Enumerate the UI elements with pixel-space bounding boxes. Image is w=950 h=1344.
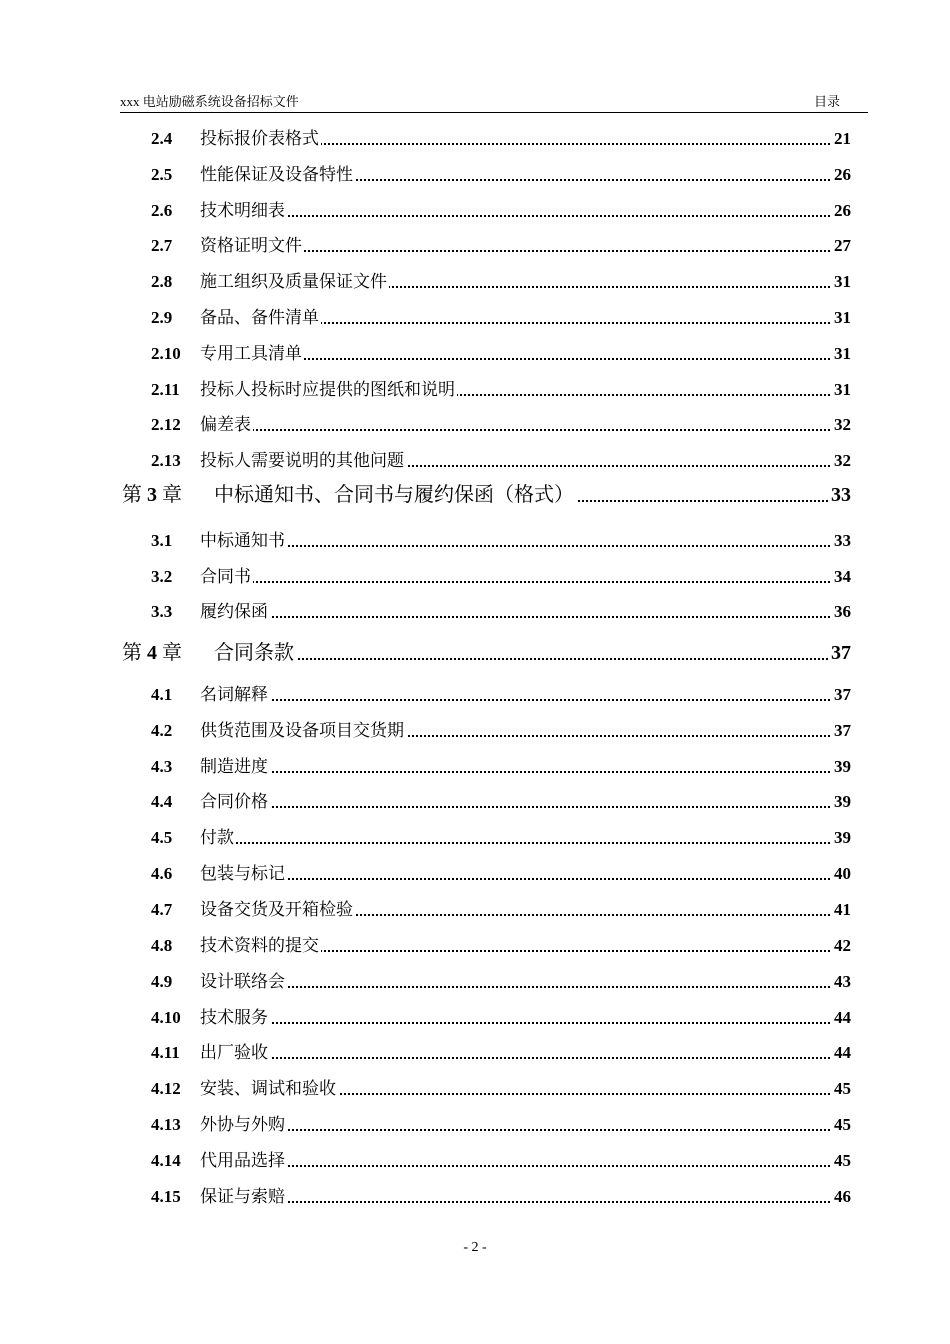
chapter-suffix: 章 xyxy=(162,484,182,506)
toc-page-number: 26 xyxy=(834,165,851,184)
toc-title: 外协与外购 xyxy=(200,1110,287,1135)
chapter-suffix: 章 xyxy=(162,642,182,664)
toc-leader-dots xyxy=(200,1165,830,1167)
toc-page-number: 33 xyxy=(831,484,851,506)
toc-title: 技术服务 xyxy=(200,1003,270,1028)
chapter-prefix: 第 xyxy=(122,642,142,664)
toc-title: 包装与标记 xyxy=(200,859,287,884)
toc-leader-dots xyxy=(200,429,830,431)
toc-page-number: 31 xyxy=(834,308,851,327)
toc-page-number: 42 xyxy=(834,936,851,955)
toc-number: 4.7 xyxy=(151,900,173,919)
toc-title: 资格证明文件 xyxy=(200,231,304,256)
toc-title: 供货范围及设备项目交货期 xyxy=(200,716,406,741)
toc-title: 专用工具清单 xyxy=(200,339,304,364)
toc-number: 2.5 xyxy=(151,165,173,184)
toc-section-row[interactable] xyxy=(0,598,950,626)
toc-number: 2.13 xyxy=(151,451,181,470)
toc-title: 投标人需要说明的其他问题 xyxy=(200,446,406,471)
toc-page-number: 44 xyxy=(834,1043,851,1062)
toc-leader-dots xyxy=(200,616,830,618)
toc-title: 设备交货及开箱检验 xyxy=(200,895,355,920)
toc-leader-dots xyxy=(200,1022,830,1024)
toc-section-row[interactable] xyxy=(0,1147,950,1175)
toc-page-number: 39 xyxy=(834,792,851,811)
toc-page-number: 39 xyxy=(834,757,851,776)
toc-leader-dots xyxy=(200,806,830,808)
toc-section-row[interactable] xyxy=(0,681,950,709)
toc-chapter-row[interactable] xyxy=(0,483,950,511)
toc-title: 投标人投标时应提供的图纸和说明 xyxy=(200,375,457,400)
toc-page-number: 40 xyxy=(834,864,851,883)
toc-title: 名词解释 xyxy=(200,680,270,705)
toc-title: 设计联络会 xyxy=(200,967,287,992)
toc-number: 3.3 xyxy=(151,602,173,621)
toc-number: 4.3 xyxy=(151,757,173,776)
toc-title: 保证与索赔 xyxy=(200,1182,287,1207)
toc-leader-dots xyxy=(214,658,828,660)
toc-title: 安装、调试和验收 xyxy=(200,1074,338,1099)
toc-page-number: 39 xyxy=(834,828,851,847)
toc-leader-dots xyxy=(200,1201,830,1203)
toc-page-number: 31 xyxy=(834,272,851,291)
toc-page-number: 36 xyxy=(834,602,851,621)
page-header xyxy=(120,92,868,113)
toc-title: 技术资料的提交 xyxy=(200,931,321,956)
toc-section-row[interactable] xyxy=(0,563,950,591)
toc-leader-dots xyxy=(200,842,830,844)
toc-section-row[interactable] xyxy=(0,968,950,996)
toc-page-number: 33 xyxy=(834,531,851,550)
toc-page-number: 41 xyxy=(834,900,851,919)
toc-section-row[interactable] xyxy=(0,376,950,404)
toc-leader-dots xyxy=(200,771,830,773)
toc-section-row[interactable] xyxy=(0,161,950,189)
toc-section-row[interactable] xyxy=(0,1004,950,1032)
page-number: - 2 - xyxy=(463,1240,487,1255)
toc-title: 中标通知书、合同书与履约保函（格式） xyxy=(214,478,576,507)
toc-page-number: 31 xyxy=(834,380,851,399)
toc-leader-dots xyxy=(200,1129,830,1131)
toc-page-number: 32 xyxy=(834,451,851,470)
toc-section-row[interactable] xyxy=(0,125,950,153)
toc-title: 性能保证及设备特性 xyxy=(200,160,355,185)
toc-leader-dots xyxy=(200,878,830,880)
toc-number: 4.10 xyxy=(151,1008,181,1027)
toc-number: 4.15 xyxy=(151,1187,181,1206)
toc-number: 4.6 xyxy=(151,864,173,883)
toc-title: 代用品选择 xyxy=(200,1146,287,1171)
toc-number: 4.9 xyxy=(151,972,173,991)
toc-number: 4.5 xyxy=(151,828,173,847)
document-title: xxx 电站励磁系统设备招标文件 xyxy=(120,94,299,109)
toc-title: 制造进度 xyxy=(200,752,270,777)
toc-number: 4.8 xyxy=(151,936,173,955)
toc-leader-dots xyxy=(200,1057,830,1059)
toc-number: 4.2 xyxy=(151,721,173,740)
toc-section-row[interactable] xyxy=(0,1039,950,1067)
toc-page-number: 46 xyxy=(834,1187,851,1206)
toc-number: 4.11 xyxy=(151,1043,180,1062)
toc-title: 偏差表 xyxy=(200,410,253,435)
toc-number: 4.14 xyxy=(151,1151,181,1170)
toc-title: 付款 xyxy=(200,823,236,848)
toc-chapter-row[interactable] xyxy=(0,641,950,669)
toc-leader-dots xyxy=(200,215,830,217)
toc-page-number: 26 xyxy=(834,201,851,220)
toc-number xyxy=(122,478,182,507)
toc-title: 备品、备件清单 xyxy=(200,303,321,328)
toc-number xyxy=(122,636,182,665)
toc-title: 中标通知书 xyxy=(200,526,287,551)
toc-number: 2.11 xyxy=(151,380,180,399)
toc-section-row[interactable] xyxy=(0,447,950,475)
toc-number: 2.8 xyxy=(151,272,173,291)
toc-page-number: 34 xyxy=(834,567,851,586)
toc-number: 2.6 xyxy=(151,201,173,220)
toc-section-row[interactable] xyxy=(0,268,950,296)
chapter-prefix: 第 xyxy=(122,484,142,506)
toc-section-row[interactable] xyxy=(0,527,950,555)
toc-number: 3.1 xyxy=(151,531,173,550)
toc-section-row[interactable] xyxy=(0,340,950,368)
section-label: 目录 xyxy=(813,94,840,109)
toc-number: 3.2 xyxy=(151,567,173,586)
toc-section-row[interactable] xyxy=(0,717,950,745)
toc-section-row[interactable] xyxy=(0,896,950,924)
toc-number: 2.10 xyxy=(151,344,181,363)
toc-number: 4.13 xyxy=(151,1115,181,1134)
toc-page-number: 45 xyxy=(834,1079,851,1098)
chapter-number: 4 xyxy=(147,642,157,664)
toc-title: 投标报价表格式 xyxy=(200,124,321,149)
toc-number: 4.4 xyxy=(151,792,173,811)
toc-number: 2.7 xyxy=(151,236,173,255)
toc-page-number: 21 xyxy=(834,129,851,148)
toc-number: 2.4 xyxy=(151,129,173,148)
toc-page-number: 27 xyxy=(834,236,851,255)
toc-section-row[interactable] xyxy=(0,411,950,439)
toc-leader-dots xyxy=(200,545,830,547)
toc-title: 合同价格 xyxy=(200,787,270,812)
toc-section-row[interactable] xyxy=(0,197,950,225)
toc-section-row[interactable] xyxy=(0,1075,950,1103)
toc-leader-dots xyxy=(200,699,830,701)
toc-section-row[interactable] xyxy=(0,304,950,332)
toc-leader-dots xyxy=(200,986,830,988)
toc-page-number: 37 xyxy=(834,685,851,704)
toc-title: 合同条款 xyxy=(214,636,296,665)
toc-title: 施工组织及质量保证文件 xyxy=(200,267,389,292)
toc-number: 4.12 xyxy=(151,1079,181,1098)
toc-section-row[interactable] xyxy=(0,932,950,960)
toc-section-row[interactable] xyxy=(0,232,950,260)
toc-title: 合同书 xyxy=(200,562,253,587)
toc-title: 出厂验收 xyxy=(200,1038,270,1063)
toc-section-row[interactable] xyxy=(0,1111,950,1139)
toc-page-number: 45 xyxy=(834,1115,851,1134)
toc-number: 2.9 xyxy=(151,308,173,327)
toc-section-row[interactable] xyxy=(0,824,950,852)
toc-page-number: 45 xyxy=(834,1151,851,1170)
toc-page-number: 37 xyxy=(831,642,851,664)
toc-page-number: 43 xyxy=(834,972,851,991)
toc-title: 履约保函 xyxy=(200,597,270,622)
toc-leader-dots xyxy=(200,581,830,583)
toc-title: 技术明细表 xyxy=(200,196,287,221)
toc-page-number: 37 xyxy=(834,721,851,740)
toc-page-number: 31 xyxy=(834,344,851,363)
toc-page-number: 32 xyxy=(834,415,851,434)
toc-section-row[interactable] xyxy=(0,788,950,816)
toc-section-row[interactable] xyxy=(0,753,950,781)
chapter-number: 3 xyxy=(147,484,157,506)
toc-number: 4.1 xyxy=(151,685,173,704)
toc-page-number: 44 xyxy=(834,1008,851,1027)
toc-section-row[interactable] xyxy=(0,860,950,888)
toc-number: 2.12 xyxy=(151,415,181,434)
toc-section-row[interactable] xyxy=(0,1183,950,1211)
